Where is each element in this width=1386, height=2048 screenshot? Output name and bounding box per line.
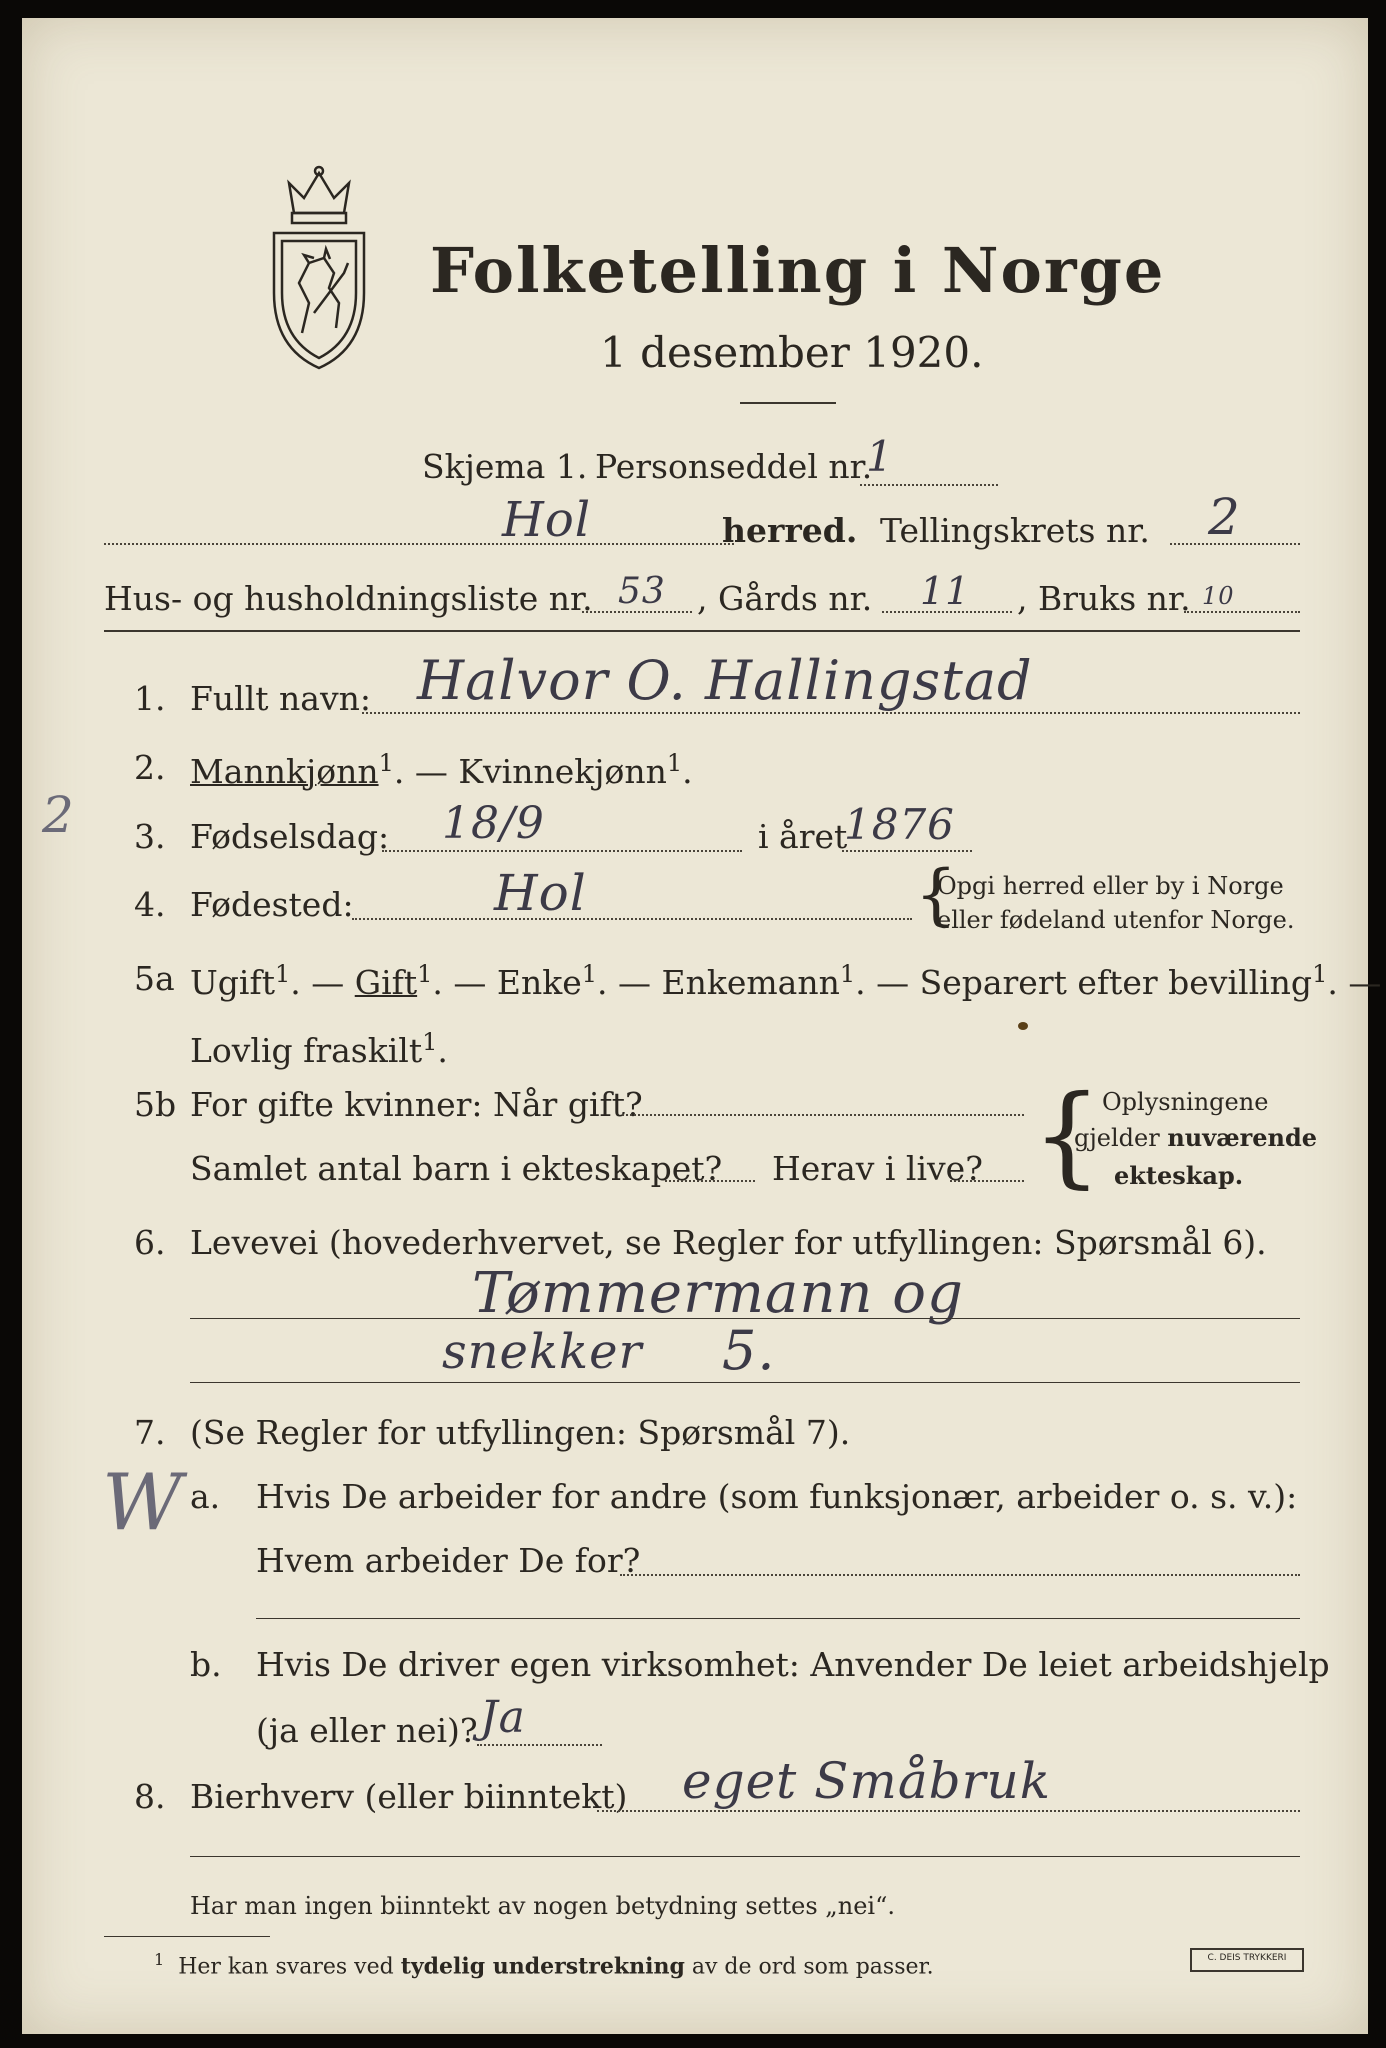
q7a-line2-dots [620,1574,1300,1576]
census-date: 1 desember 1920. [600,328,984,377]
q8-line2 [190,1856,1300,1857]
husliste-value[interactable]: 53 [618,571,666,612]
q5a-lovlig-fraskilt[interactable]: Lovlig fraskilt [190,1031,423,1070]
q7-label: (Se Regler for utfyllingen: Spørsmål 7). [190,1413,851,1452]
husliste-label: Hus- og husholdningsliste nr. [104,579,593,618]
q1-number: 1. [134,679,166,718]
q1-line [362,712,1300,714]
tellingskrets-label: Tellingskrets nr. [880,511,1150,550]
q4-line [352,918,912,920]
q8-label: Bierhverv (eller biinntekt) [190,1777,628,1816]
q3-value-date[interactable]: 18/9 [442,798,545,849]
q7a-letter: a. [190,1477,221,1516]
title-divider [740,402,836,404]
personseddel-label: Personseddel nr. [595,447,873,486]
gards-label: , Gårds nr. [697,579,873,618]
q5a-gift[interactable]: Gift [354,963,418,1002]
q3-margin-mark: 2 [42,786,75,844]
q5b-brace: { [1032,1071,1102,1199]
q5b-line1: For gifte kvinner: Når gift? [190,1085,643,1124]
q4-note-line1: Opgi herred eller by i Norge [937,872,1284,900]
q2-kvinnekjonn[interactable]: Kvinnekjønn [458,752,667,791]
q7a-line2: Hvem arbeider De for? [256,1541,641,1580]
q5b-note2: gjelder nuværende [1074,1123,1318,1152]
q3-value-year[interactable]: 1876 [844,800,955,849]
q3-number: 3. [134,817,166,856]
tellingskrets-value[interactable]: 2 [1208,488,1241,546]
footnote: $^1$ Her kan svares ved tydelig understrekning av de ord som passer. [154,1950,934,1980]
q3-day-line [382,850,742,852]
q5b-number: 5b [134,1085,177,1124]
q8-value[interactable]: eget Småbruk [682,1752,1052,1810]
q7b-line1: Hvis De driver egen virksomhet: Anvender De leiet arbeidshjelp [256,1645,1330,1684]
q5b-line2-dots [665,1180,755,1182]
q4-value-place[interactable]: Hol [494,864,587,922]
q5a-options-line1: Ugift$^1$. — Gift$^1$. — Enke$^1$. — Enkemann$^1$. — Separert efter bevilling$^1$. — [190,960,1382,1002]
q5b-line1-dots [622,1114,1024,1116]
q6-number: 6. [134,1223,166,1262]
q8-line [597,1810,1300,1812]
q3-year-line [842,850,972,852]
printer-stamp: C. DEIS TRYKKERI [1190,1948,1304,1972]
q1-value-name[interactable]: Halvor O. Hallingstad [417,649,1033,712]
q4-label: Fødested: [190,885,354,924]
q5b-note1: Oplysningene [1102,1088,1269,1116]
q2-number: 2. [134,748,166,787]
footnote-divider [104,1936,270,1937]
q7-margin-mark: W [102,1458,184,1548]
q5a-options-line2: Lovlig fraskilt$^1$. [190,1028,448,1070]
q8-number: 8. [134,1777,166,1816]
q7b-line2: (ja eller nei)? [256,1711,478,1750]
q5b-line2: Samlet antal barn i ekteskapet? [190,1149,723,1188]
census-form-page [22,18,1382,2034]
personseddel-value[interactable]: 1 [866,432,894,481]
q6-line2 [190,1382,1300,1383]
q3-year-label: i året [758,817,848,856]
q7a-line3 [256,1618,1300,1619]
q1-label: Fullt navn: [190,679,371,718]
q7b-value[interactable]: Ja [480,1692,526,1743]
q4-note-line2: eller fødeland utenfor Norge. [937,906,1295,934]
q6-value-code[interactable]: 5. [722,1319,776,1382]
header-separator [104,630,1300,632]
q5b-herav: Herav i live? [772,1149,983,1188]
q7-number: 7. [134,1413,166,1452]
q6-label: Levevei (hovederhvervet, se Regler for utfyllingen: Spørsmål 6). [190,1223,1267,1262]
norway-coat-of-arms-icon [264,163,374,373]
personseddel-line [860,484,998,486]
q6-value-line2[interactable]: snekker [442,1324,643,1380]
skjema-label: Skjema 1. [422,447,588,486]
q5a-number: 5a [134,959,175,998]
q5a-ugift[interactable]: Ugift [190,963,275,1002]
q4-brace: { [915,856,957,933]
q4-number: 4. [134,885,166,924]
q7b-line2-dots [477,1744,602,1746]
bruks-label: , Bruks nr. [1017,579,1191,618]
q5b-note3: ekteskap. [1114,1161,1244,1190]
herred-line [104,543,734,545]
ink-spot [1018,1022,1028,1030]
q2-options: Mannkjønn$^1$. — Kvinnekjønn$^1$. [190,749,693,791]
herred-value[interactable]: Hol [502,492,592,548]
form-title: Folketelling i Norge [430,234,1166,307]
q5b-herav-dots [950,1180,1024,1182]
q7b-letter: b. [190,1645,222,1684]
q7a-line1: Hvis De arbeider for andre (som funksjonær, arbeider o. s. v.): [256,1477,1298,1516]
q3-label: Fødselsdag: [190,817,390,856]
biinntekt-note: Har man ingen biinntekt av nogen betydning settes „nei“. [190,1892,895,1920]
q6-value-line1[interactable]: Tømmermann og [472,1261,964,1326]
bruks-value[interactable]: 10 [1202,582,1235,610]
herred-label: herred. [722,511,858,550]
bruks-line [1184,611,1300,613]
gards-value[interactable]: 11 [920,569,971,613]
q2-mannkjonn[interactable]: Mannkjønn [190,752,379,791]
